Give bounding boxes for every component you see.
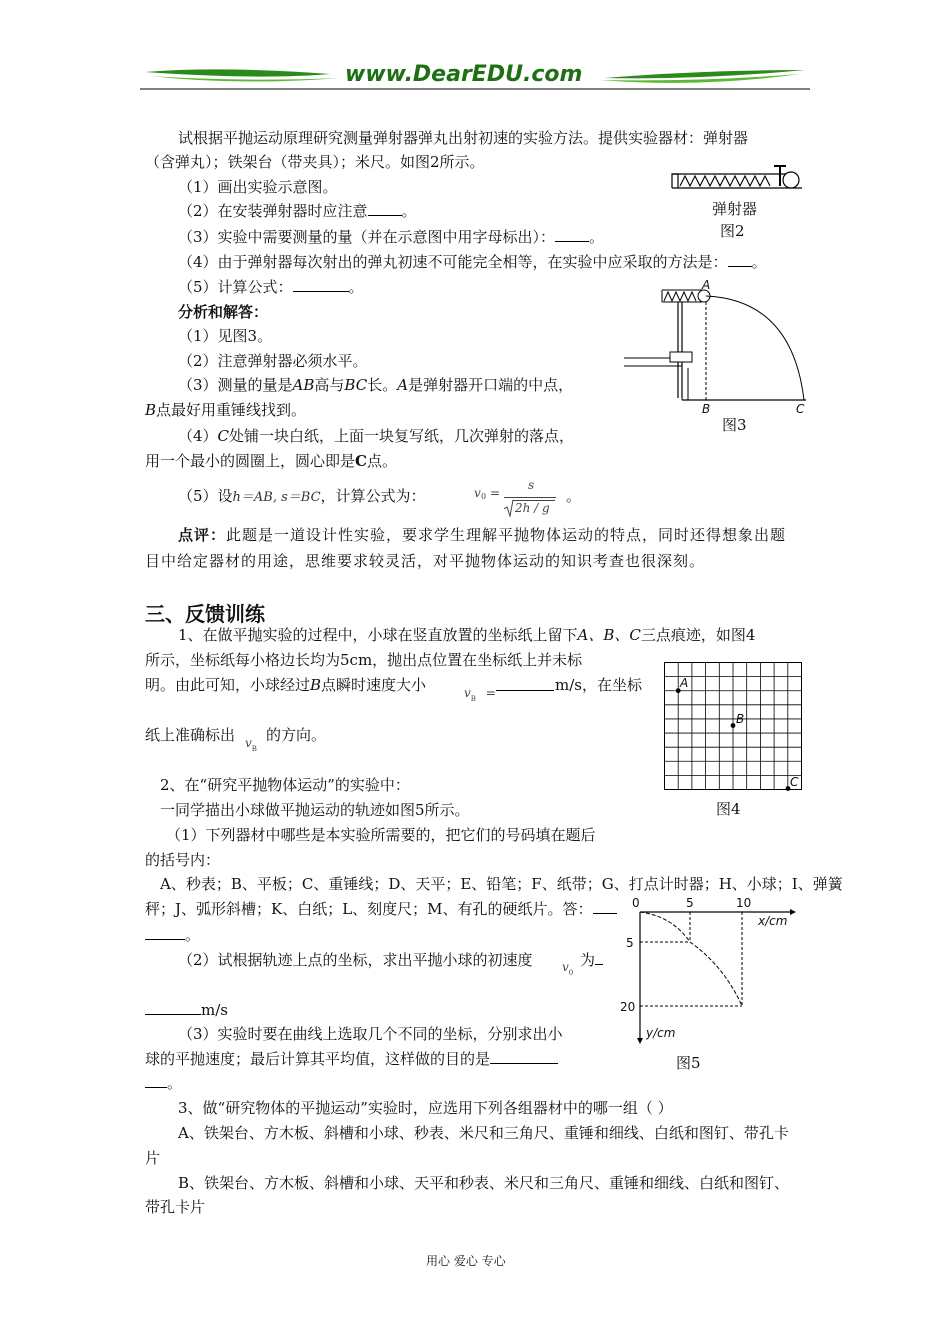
v0-symbol: $v_0$ [562,960,574,977]
answer-1: （1）见图3。 [178,327,273,345]
q2-blank [368,201,402,216]
figure-5 [612,896,798,1076]
intro-q5: （5）计算公式： 。 [178,278,364,296]
p1-line-2: 所示，坐标纸每小格边长均为5cm，抛出点位置在坐标纸上并未标 [145,651,583,669]
fig3-caption: 图3 [722,416,747,434]
formula-v0: v 0 = s 2h / g [474,478,566,520]
q5-blank [293,277,349,292]
intro-q4: （4）由于弹射器每次射出的弹丸初速不可能完全相等，在实验中应采取的方法是： 。 [178,253,767,271]
fig3-label-a: A [702,278,711,292]
fraction-bar [504,497,556,498]
p1-end: 的方向。 [266,726,327,744]
sqrt-sign [504,499,514,517]
p2-answer-blank-2 [145,925,185,940]
fig5-xlabel: x/cm [758,914,788,928]
p2-line-10: （3）实验时要在曲线上选取几个不同的坐标，分别求出小 [178,1025,563,1043]
fig4-label-a: A [680,676,689,690]
fig5-ytick-20: 20 [620,1000,636,1014]
p2-line-7: 。 [145,925,200,945]
intro-q1: （1）画出实验示意图。 [178,178,338,196]
section-3-heading: 三、反馈训练 [145,602,265,626]
intro-line-1: 试根据平抛运动原理研究测量弹射器弹丸出射初速的实验方法。提供实验器材：弹射器 [178,129,749,147]
fig3-label-b: B [702,402,711,416]
p2-line-2: 一同学描出小球做平抛运动的轨迹如图5所示。 [160,801,470,819]
answer-4-line2: 用一个最小的圆圈上，圆心即是C点。 [145,452,397,470]
launcher-diagram [668,160,808,194]
p3-option-b-1: B、铁架台、方木板、斜槽和小球、天平和秒表、米尺和三角尺、重锤和细线、白纸和图钉、 [178,1174,790,1192]
answer-5-end: 。 [566,487,582,505]
answer-3-line1: （3）测量的量是AB高与BC长。A是弹射器开口端的中点， [178,376,574,394]
p1-line-3: 明。由此可知，小球经过B点瞬时速度大小 [145,676,427,694]
p2-line-9: m/s [145,1000,228,1020]
p2-line-8: （2）试根据轨迹上点的坐标，求出平抛小球的初速度 [178,951,533,969]
fig5-tick-10: 10 [736,896,752,910]
intro-q3: （3）实验中需要测量的量（并在示意图中用字母标出）： 。 [178,228,605,246]
p2-line-5: A、秒表；B、平板；C、重锤线；D、天平；E、铅笔；F、纸带；G、打点计时器；H、小球；I、弹簧 [160,875,843,893]
answer-3-line2: B点最好用重锤线找到。 [145,401,307,419]
p2-line-12: 。 [145,1073,182,1093]
p2-line-1: 2、在“研究平抛物体运动”的实验中： [160,776,410,794]
vb-symbol: $v_B$ = [464,686,496,703]
figure-3 [622,278,812,436]
p3-option-a-2: 片 [145,1149,161,1167]
fig2-label: 弹射器 [712,200,758,218]
fig4-caption: 图4 [716,800,741,818]
fig5-ytick-5: 5 [626,936,634,950]
fig5-tick-5: 5 [686,896,694,910]
footer-text: 用心 爱心 专心 [426,1254,506,1268]
figure-2 [668,160,808,242]
fig3-label-c: C [796,402,805,416]
q3-blank [555,227,589,242]
vb-symbol-2: $v_B$ [245,736,257,753]
header-banner [140,62,810,94]
fig5-tick-0: 0 [632,896,640,910]
p2-purpose-blank-2 [145,1073,167,1088]
point-b [731,723,736,728]
intro-q2: （2）在安装弹射器时应注意 。 [178,202,417,220]
comment-line-2: 目中给定器材的用途，思维要求较灵活，对平抛物体运动的知识考查也很深刻。 [145,552,706,570]
answer-4-line1: （4）C处铺一块白纸，上面一块复写纸，几次弹射的落点， [178,427,575,445]
vb-blank [496,676,554,691]
answer-title: 分析和解答： [178,303,269,321]
p2-line-11: 球的平抛速度；最后计算其平均值，这样做的目的是 [145,1049,558,1069]
fig5-ylabel: y/cm [646,1026,676,1040]
p2-line-4: 的括号内： [145,851,221,869]
p1-line-1: 1、在做平抛实验的过程中，小球在竖直放置的坐标纸上留下A、B、C三点痕迹，如图4 [178,626,756,644]
p3-line-1: 3、做“研究物体的平抛运动”实验时，应选用下列各组器材中的哪一组（ ） [178,1099,673,1117]
comment-line-1: 点评：此题是一道设计性实验，要求学生理解平抛物体运动的特点，同时还得想象出题 [178,526,787,544]
fig4-label-c: C [790,775,799,789]
p1-line-4: 纸上准确标出 [145,726,236,744]
trajectory-setup-diagram [622,278,812,418]
p2-v0-blank [145,1000,201,1015]
answer-2: （2）注意弹射器必须水平。 [178,352,368,370]
header-logo-text: www.DearEDU.com [345,62,583,87]
figure-4 [664,662,804,820]
fig4-label-b: B [736,712,745,726]
answer-5: （5）设h＝AB, s＝BC，计算公式为： [178,487,426,505]
p3-option-a-1: A、铁架台、方木板、斜槽和小球、秒表、米尺和三角尺、重锤和细线、白纸和图钉、带孔卡 [178,1124,789,1142]
p2-line-8-end: 为 [580,950,603,970]
fig5-caption: 图5 [676,1054,701,1072]
intro-line-2: （含弹丸）；铁架台（带夹具）；米尺。如图2所示。 [145,153,485,171]
fig2-caption: 图2 [720,222,745,240]
p3-option-b-2: 带孔卡片 [145,1198,206,1216]
p2-line-6: 秤；J、弧形斜槽；K、白纸；L、刻度尺；M、有孔的硬纸片。答： [145,899,617,919]
q4-blank [728,252,752,267]
p2-line-3: （1）下列器材中哪些是本实验所需要的，把它们的号码填在题后 [166,826,596,844]
p1-unit: m/s，在坐标 [555,676,642,694]
p2-purpose-blank-1 [490,1049,558,1064]
